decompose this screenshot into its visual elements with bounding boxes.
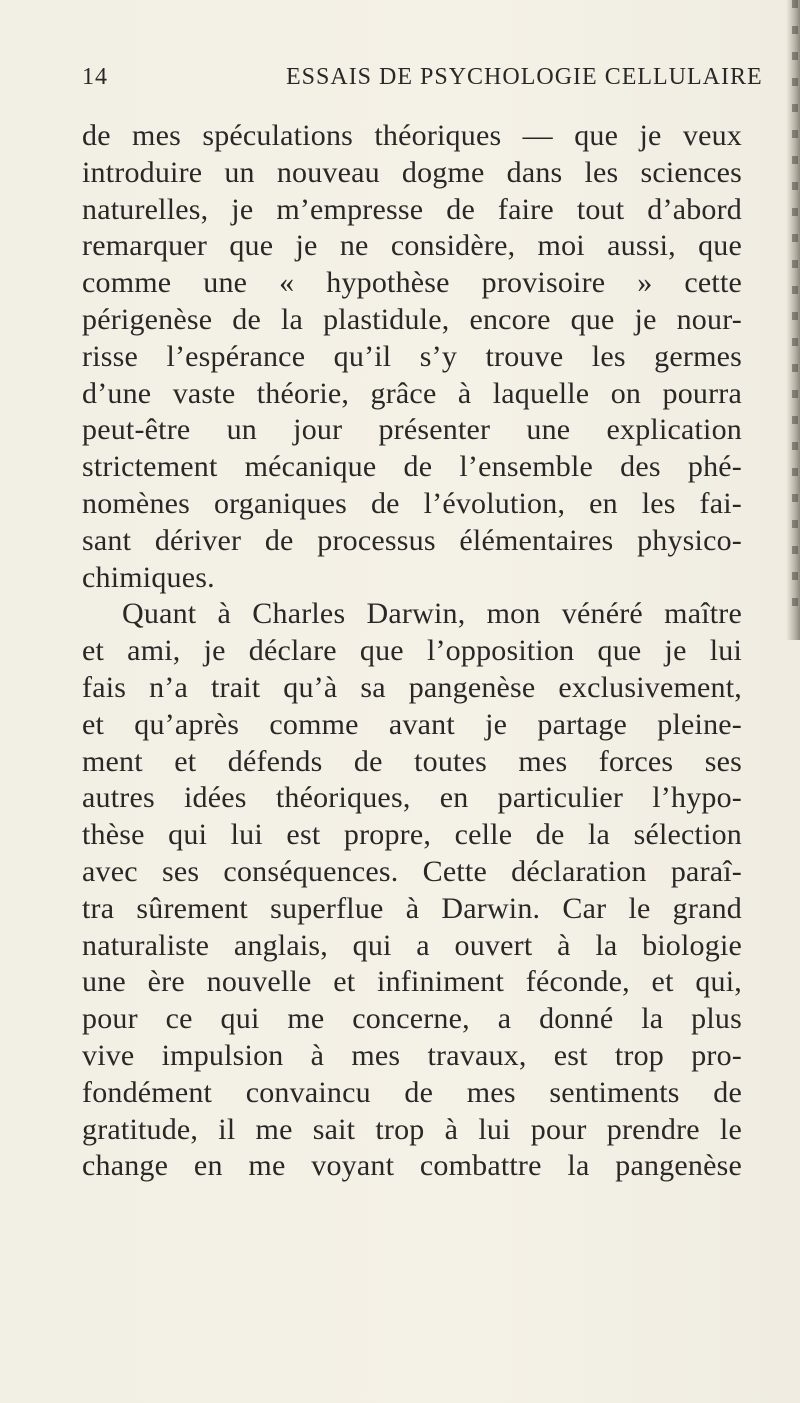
text-line: de mes spéculations théoriques — que je veux bbox=[82, 119, 742, 152]
text-line: comme une « hypothèse provisoire » cette bbox=[82, 266, 742, 300]
text-line: strictement mécanique de l’ensemble des phé- bbox=[82, 450, 742, 484]
text-line: fondément convaincu de mes sentiments de bbox=[82, 1075, 742, 1109]
text-line-paragraph-start: Quant à Charles Darwin, mon vénéré maître bbox=[122, 597, 742, 631]
text-line: une ère nouvelle et infiniment féconde, et qui, bbox=[82, 965, 742, 999]
text-line: thèse qui lui est propre, celle de la sélection bbox=[82, 818, 742, 852]
text-line: naturelles, je m’empresse de faire tout d’abord bbox=[82, 192, 742, 226]
binding-marks bbox=[792, 0, 798, 620]
text-line: et ami, je déclare que l’opposition que je lui bbox=[82, 634, 742, 668]
text-line: pour ce qui me concerne, a donné la plus bbox=[82, 1002, 742, 1036]
text-line: naturaliste anglais, qui a ouvert à la biologie bbox=[82, 928, 742, 962]
text-line: périgenèse de la plastidule, encore que je nour- bbox=[82, 302, 742, 336]
running-title: ESSAIS DE PSYCHOLOGIE CELLULAIRE bbox=[286, 64, 763, 90]
text-line: introduire un nouveau dogme dans les sciences bbox=[82, 155, 742, 189]
text-line: et qu’après comme avant je partage pleine- bbox=[82, 707, 742, 741]
text-line: remarquer que je ne considère, moi aussi, que bbox=[82, 229, 742, 263]
text-line: nomènes organiques de l’évolution, en les fai- bbox=[82, 486, 742, 520]
text-line: peut-être un jour présenter une explication bbox=[82, 413, 742, 447]
text-line: fais n’a trait qu’à sa pangenèse exclusivement, bbox=[82, 670, 742, 704]
text-line: risse l’espérance qu’il s’y trouve les germes bbox=[82, 339, 742, 373]
text-line: d’une vaste théorie, grâce à laquelle on pourra bbox=[82, 376, 742, 410]
text-line: gratitude, il me sait trop à lui pour prendre le bbox=[82, 1112, 742, 1146]
page-number: 14 bbox=[82, 64, 108, 90]
text-line: chimiques. bbox=[82, 560, 215, 594]
text-line: sant dériver de processus élémentaires physico- bbox=[82, 523, 742, 557]
text-line: avec ses conséquences. Cette déclaration paraî- bbox=[82, 854, 742, 888]
text-line: vive impulsion à mes travaux, est trop pro- bbox=[82, 1038, 742, 1072]
body-text bbox=[82, 118, 742, 1185]
text-line: change en me voyant combattre la pangenèse bbox=[82, 1149, 742, 1183]
text-line: autres idées théoriques, en particulier l’hypo- bbox=[82, 781, 742, 815]
page-edge-shadow bbox=[786, 0, 800, 640]
text-line: tra sûrement superflue à Darwin. Car le grand bbox=[82, 891, 742, 925]
text-line: ment et défends de toutes mes forces ses bbox=[82, 744, 742, 778]
running-header bbox=[82, 64, 763, 94]
